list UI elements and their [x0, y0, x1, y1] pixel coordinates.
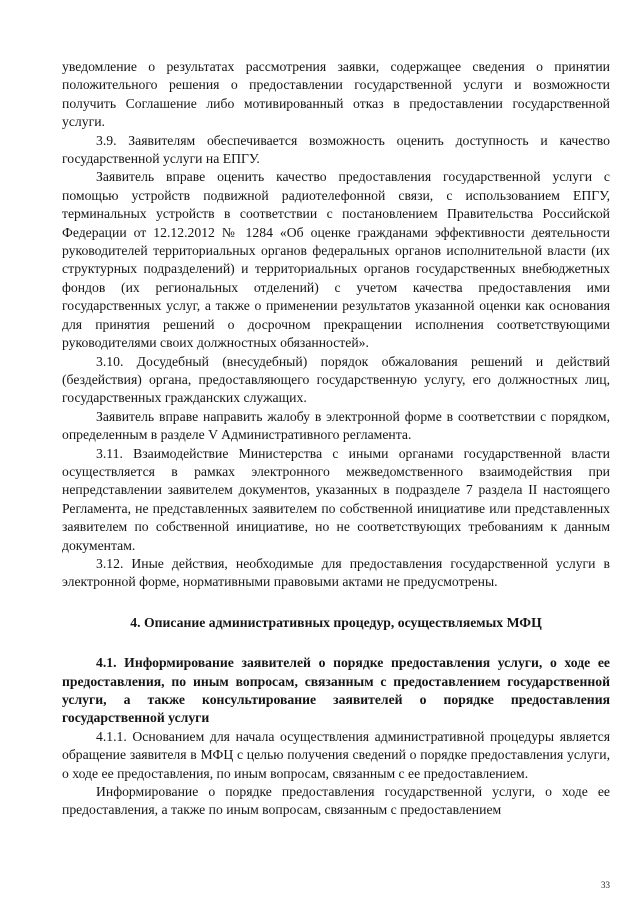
- paragraph-3-12: 3.12. Иные действия, необходимые для предоставления государственной услуги в электронной форме, нормативными правовыми актами не предусмотрены.: [62, 555, 610, 590]
- paragraph-quality-assessment: Заявитель вправе оценить качество предоставления государственной услуги с помощью устройств подвижной радиотелефонной связи, с использованием ЕПГУ, терминальных устройств в соответствии с постановлением Правительства Российской Федерации от 12.12.2012 № 1284 «Об оценке гражданами эффективности деятельности руководителей территориальных органов федеральных органов исполнительной власти (их структурных подразделений) и территориальных органов государственных внебюджетных фондов (их региональных отделений) с учетом качества предоставления ими государственных услуг, а также о применении результатов указанной оценки как основания для принятия решений о досрочном прекращении исполнения соответствующими руководителями своих должностных обязанностей».: [62, 169, 610, 351]
- subsection-heading: 4.1. Информирование заявителей о порядке предоставления услуги, о ходе ее предоставления, по иным вопросам, связанным с предоставлением государственной услуги, а также консультирование заявителей о порядке предоставления государственной услуги: [62, 655, 610, 726]
- paragraph-3-11: 3.11. Взаимодействие Министерства с иными органами государственной власти осуществляется в рамках электронного межведомственного взаимодействия при непредставлении заявителем документов, указанных в подразделе 7 раздела II настоящего Регламента, не представленных заявителем по собственной инициативе или представленных заявителем по собственной инициативе, но не соответствующих требованиям к данным документам.: [62, 445, 610, 553]
- document-page: [62, 58, 610, 820]
- paragraph-informing: Информирование о порядке предоставления государственной услуги, о ходе ее предоставления, а также по иным вопросам, связанным с предоставлением: [62, 784, 610, 818]
- page-number: 33: [601, 880, 610, 890]
- paragraph-complaint: Заявитель вправе направить жалобу в электронной форме в соответствии с порядком, определенным в разделе V Административного регламента.: [62, 408, 610, 443]
- paragraph-4-1-1: 4.1.1. Основанием для начала осуществления административной процедуры является обращение заявителя в МФЦ с целью получения сведений о порядке предоставления услуги, о ходе ее предоставления, по иным вопросам, связанным с ее предоставлением.: [62, 728, 610, 781]
- paragraph-notification: уведомление о результатах рассмотрения заявки, содержащее сведения о принятии положительного решения о предоставлении государственной услуги и возможности получить Соглашение либо мотивированный отказ в предоставлении государственной услуги.: [62, 59, 610, 130]
- paragraph-3-10: 3.10. Досудебный (внесудебный) порядок обжалования решений и действий (бездействия) органа, предоставляющего государственную услугу, его должностных лиц, государственных гражданских служащих.: [62, 353, 610, 406]
- paragraph-3-9: 3.9. Заявителям обеспечивается возможность оценить доступность и качество государственной услуги на ЕПГУ.: [62, 132, 610, 167]
- section-heading: 4. Описание административных процедур, осуществляемых МФЦ: [130, 614, 542, 630]
